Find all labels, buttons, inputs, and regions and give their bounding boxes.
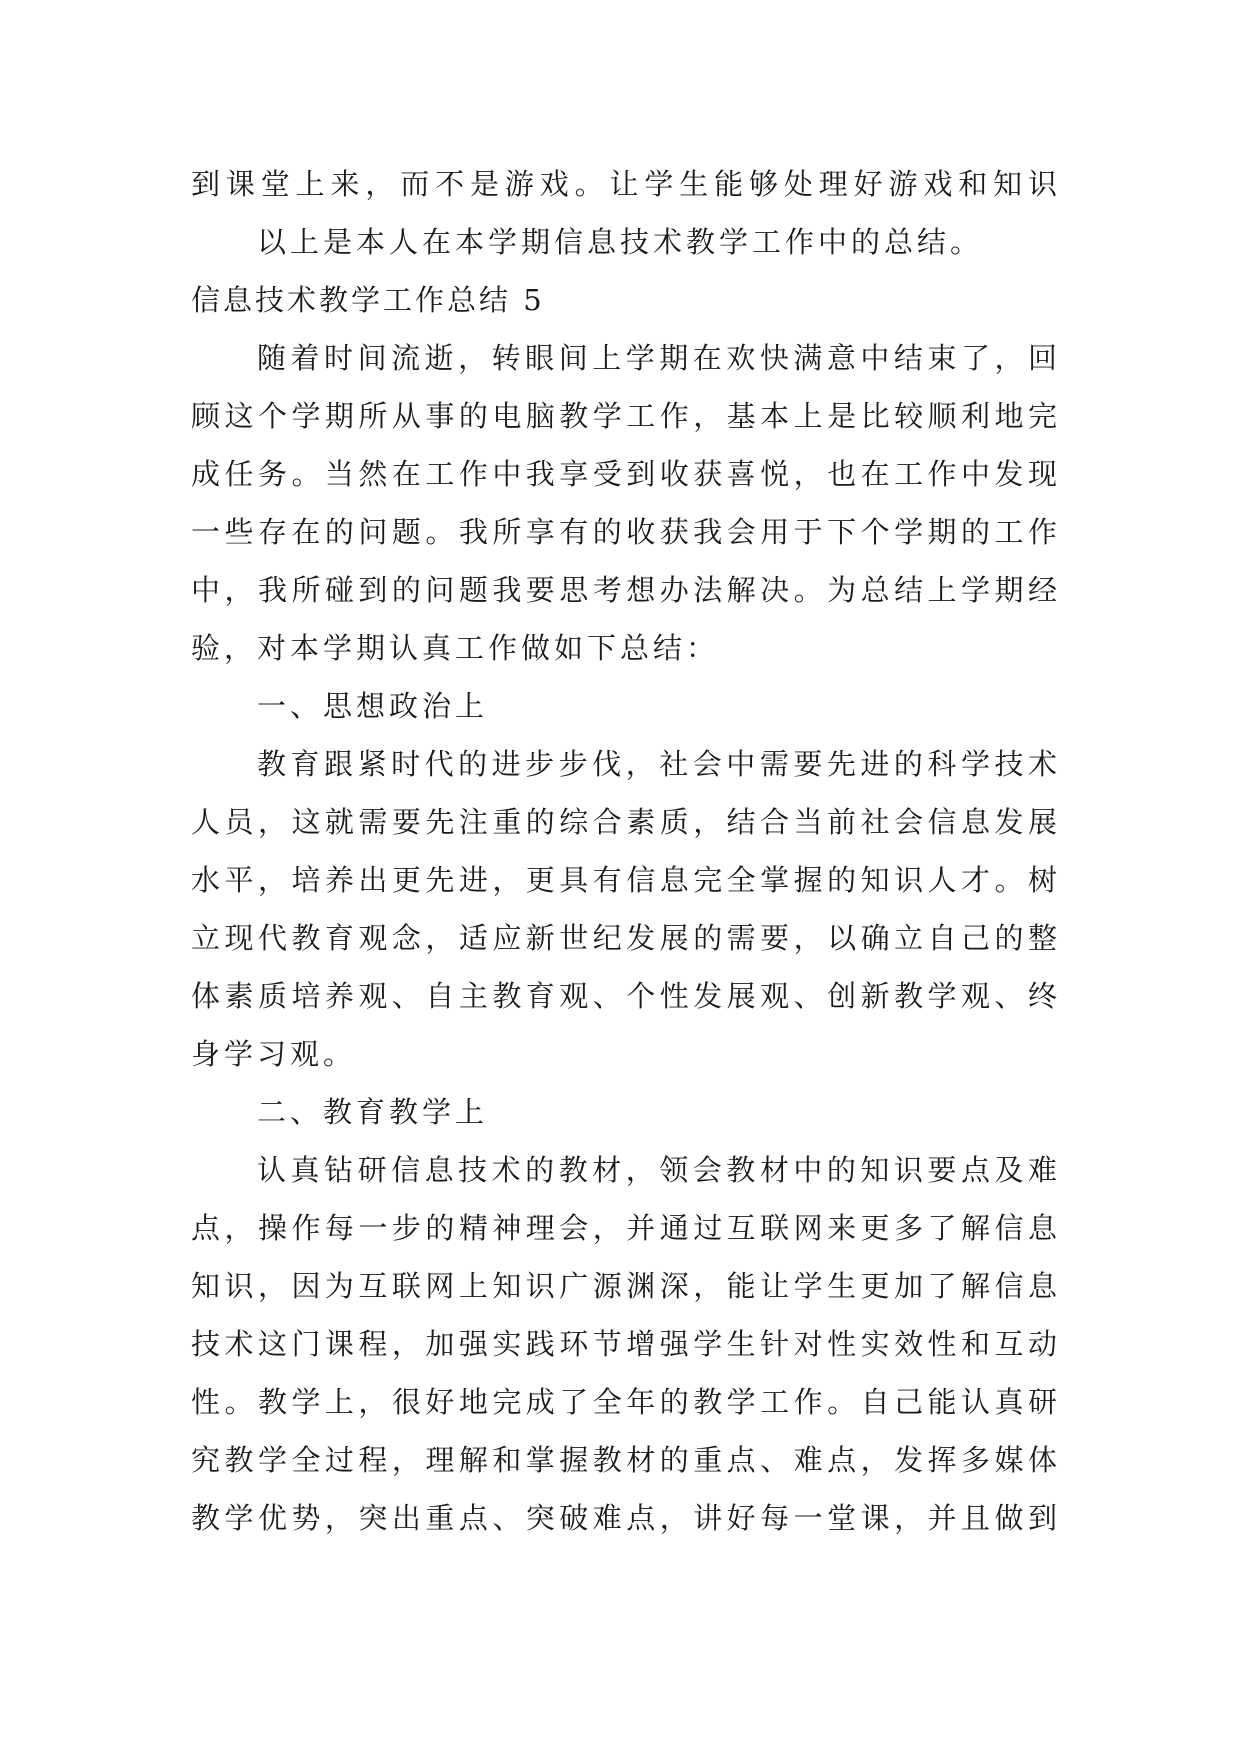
text-line: 成任务。当然在工作中我享受到收获喜悦，也在工作中发现	[191, 457, 1061, 491]
text-line: 立现代教育观念，适应新世纪发展的需要，以确立自己的整	[191, 921, 1061, 955]
text-line: 一些存在的问题。我所享有的收获我会用于下个学期的工作	[191, 515, 1061, 549]
subsection-heading: 一、思想政治上	[257, 689, 489, 723]
subsection-heading: 二、教育教学上	[257, 1095, 489, 1129]
text-line: 随着时间流逝，转眼间上学期在欢快满意中结束了，回	[257, 341, 1061, 375]
text-line: 中，我所碰到的问题我要思考想办法解决。为总结上学期经	[191, 573, 1061, 607]
text-line: 水平，培养出更先进，更具有信息完全掌握的知识人才。树	[191, 863, 1061, 897]
text-line: 体素质培养观、自主教育观、个性发展观、创新教学观、终	[191, 979, 1061, 1013]
text-line: 技术这门课程，加强实践环节增强学生针对性实效性和互动	[191, 1327, 1061, 1361]
text-line: 身学习观。	[191, 1037, 357, 1071]
text-line: 究教学全过程，理解和掌握教材的重点、难点，发挥多媒体	[191, 1443, 1061, 1477]
text-line: 教育跟紧时代的进步步伐，社会中需要先进的科学技术	[257, 747, 1061, 781]
text-line: 人员，这就需要先注重的综合素质，结合当前社会信息发展	[191, 805, 1061, 839]
text-line: 性。教学上，很好地完成了全年的教学工作。自己能认真研	[191, 1385, 1061, 1419]
text-line: 认真钻研信息技术的教材，领会教材中的知识要点及难	[257, 1153, 1061, 1187]
text-line: 知识，因为互联网上知识广源渊深，能让学生更加了解信息	[191, 1269, 1061, 1303]
section-heading: 信息技术教学工作总结 5	[191, 283, 545, 317]
text-line: 点，操作每一步的精神理会，并通过互联网来更多了解信息	[191, 1211, 1061, 1245]
text-line: 到课堂上来，而不是游戏。让学生能够处理好游戏和知识	[191, 167, 1061, 201]
document-body	[191, 155, 1061, 1547]
text-line: 顾这个学期所从事的电脑教学工作，基本上是比较顺利地完	[191, 399, 1061, 433]
text-line: 验，对本学期认真工作做如下总结：	[191, 631, 720, 665]
text-line: 以上是本人在本学期信息技术教学工作中的总结。	[257, 225, 984, 259]
text-line: 教学优势，突出重点、突破难点，讲好每一堂课，并且做到	[191, 1501, 1061, 1535]
